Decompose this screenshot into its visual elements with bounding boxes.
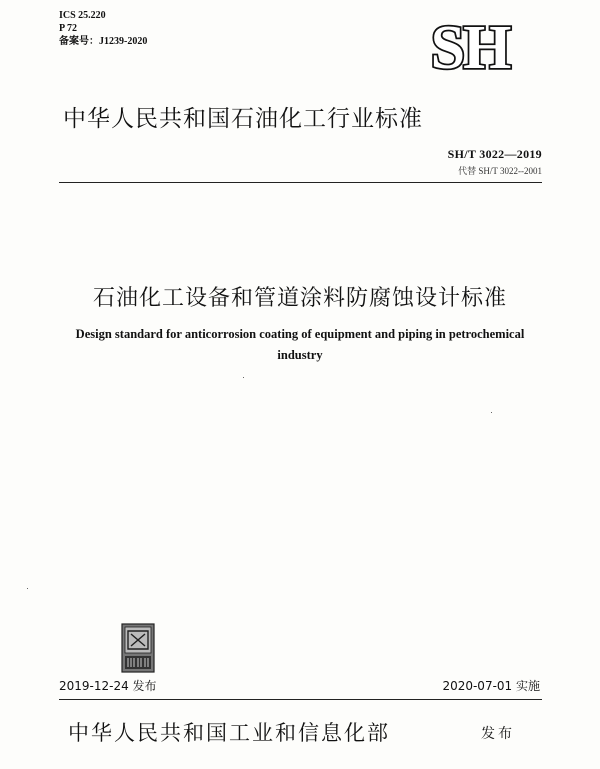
issuing-body-heading: 中华人民共和国石油化工行业标准 <box>63 106 423 132</box>
bottom-divider <box>59 699 542 700</box>
publisher-name: 中华人民共和国工业和信息化部 <box>68 721 390 745</box>
class-code: P 72 <box>59 23 78 34</box>
logo-text: SH <box>430 18 510 76</box>
filing-number: 备案号：J1239-2020 <box>59 36 148 47</box>
replaced-standard: 代替 SH/T 3022--2001 <box>458 166 542 176</box>
standard-number: SH/T 3022—2019 <box>447 147 542 161</box>
classification-block <box>59 9 147 48</box>
sh-logo <box>405 18 535 76</box>
implementation-date: 2020-07-01 实施 <box>442 679 540 693</box>
scan-speck <box>27 588 28 589</box>
scan-speck <box>491 412 492 413</box>
ics-code: ICS 25.220 <box>59 10 106 21</box>
publish-label: 发布 <box>481 726 515 742</box>
document-title-chinese: 石油化工设备和管道涂料防腐蚀设计标准 <box>92 286 507 311</box>
issue-date: 2019-12-24 发布 <box>59 679 157 693</box>
document-title-english: Design standard for anticorrosion coating of equipment and piping in petrochemical industry <box>75 327 525 362</box>
standard-number-block <box>448 147 542 177</box>
scan-speck <box>243 377 244 378</box>
top-divider <box>59 182 542 183</box>
barcode-seal-icon <box>121 623 155 673</box>
